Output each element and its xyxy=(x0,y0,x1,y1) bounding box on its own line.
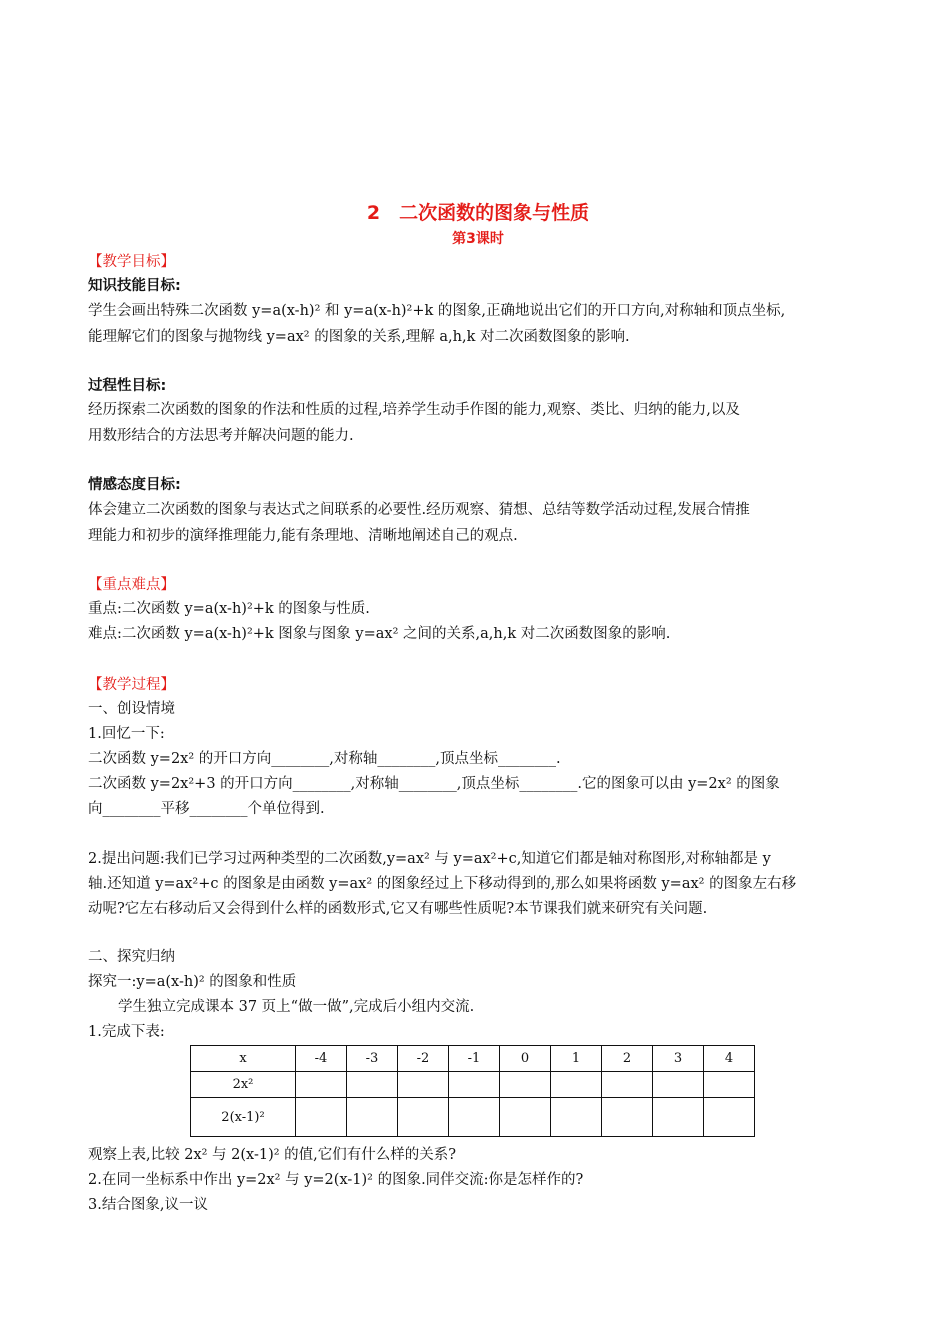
table-cell[interactable] xyxy=(449,1098,500,1137)
keypoint-line-2: 难点:二次函数 y=a(x-h)²+k 图象与图象 y=ax² 之间的关系,a,h,k 对二次函数图象的影响. xyxy=(88,626,671,642)
knowledge-line-2: 能理解它们的图象与抛物线 y=ax² 的图象的关系,理解 a,h,k 对二次函数图象的影响. xyxy=(88,329,630,345)
process-line-1: 经历探索二次函数的图象的作法和性质的过程,培养学生动手作图的能力,观察、类比、归纳的能力,以及 xyxy=(88,402,740,418)
table-row xyxy=(191,1072,755,1098)
table-cell: 4 xyxy=(704,1046,755,1072)
knowledge-header: 知识技能目标: xyxy=(88,278,181,294)
section-2-question-3: 3.结合图象,议一议 xyxy=(88,1197,208,1213)
table-cell[interactable] xyxy=(653,1098,704,1137)
emotion-line-1: 体会建立二次函数的图象与表达式之间联系的必要性.经历观察、猜想、总结等数学活动过程,发展合情推 xyxy=(88,502,750,518)
section-1-title: 一、创设情境 xyxy=(88,701,175,717)
process-header: 过程性目标: xyxy=(88,378,167,394)
table-cell[interactable] xyxy=(347,1098,398,1137)
table-cell[interactable] xyxy=(347,1072,398,1098)
section-2-title: 二、探究归纳 xyxy=(88,949,175,965)
section-1-q1-line-1: 二次函数 y=2x² 的开口方向________,对称轴________,顶点坐标________. xyxy=(88,751,561,767)
table-cell: 1 xyxy=(551,1046,602,1072)
table-cell: 0 xyxy=(500,1046,551,1072)
table-cell: 2 xyxy=(602,1046,653,1072)
section-1-q1-line-2: 二次函数 y=2x²+3 的开口方向________,对称轴________,顶点坐标________.它的图象可以由 y=2x² 的图象 xyxy=(88,776,780,792)
table-cell[interactable] xyxy=(500,1098,551,1137)
table-cell: -4 xyxy=(296,1046,347,1072)
table-cell[interactable] xyxy=(704,1098,755,1137)
table-row xyxy=(191,1098,755,1137)
document-subtitle: 第3课时 xyxy=(452,231,504,247)
section-1-question-1: 1.回忆一下: xyxy=(88,726,165,742)
table-cell: 3 xyxy=(653,1046,704,1072)
section-1-q2-line-2: 轴.还知道 y=ax²+c 的图象是由函数 y=ax² 的图象经过上下移动得到的,那么如果将函数 y=ax² 的图象左右移 xyxy=(88,876,797,892)
section-1-q2-line-1: 2.提出问题:我们已学习过两种类型的二次函数,y=ax² 与 y=ax²+c,知道它们都是轴对称图形,对称轴都是 y xyxy=(88,851,771,867)
document-title: 2 二次函数的图象与性质 xyxy=(366,202,590,224)
knowledge-line-1: 学生会画出特殊二次函数 y=a(x-h)² 和 y=a(x-h)²+k 的图象,正确地说出它们的开口方向,对称轴和顶点坐标, xyxy=(88,303,786,319)
section-1-q1-line-3: 向________平移________个单位得到. xyxy=(88,801,325,817)
table-cell[interactable] xyxy=(602,1098,653,1137)
section-1-q2-line-3: 动呢?它左右移动后又会得到什么样的函数形式,它又有哪些性质呢?本节课我们就来研究有关问题. xyxy=(88,901,708,917)
explore-1-title: 探究一:y=a(x-h)² 的图象和性质 xyxy=(88,974,297,990)
table-cell[interactable] xyxy=(704,1072,755,1098)
values-table xyxy=(190,1045,755,1137)
table-cell[interactable] xyxy=(398,1098,449,1137)
student-instruction: 学生独立完成课本 37 页上“做一做”,完成后小组内交流. xyxy=(118,999,475,1015)
table-row xyxy=(191,1046,755,1072)
table-cell[interactable] xyxy=(551,1072,602,1098)
table-cell[interactable] xyxy=(449,1072,500,1098)
table-cell[interactable] xyxy=(398,1072,449,1098)
keypoints-header: 【重点难点】 xyxy=(88,577,175,593)
section-2-question-1: 1.完成下表: xyxy=(88,1024,165,1040)
keypoint-line-1: 重点:二次函数 y=a(x-h)²+k 的图象与性质. xyxy=(88,601,370,617)
observe-table-text: 观察上表,比较 2x² 与 2(x-1)² 的值,它们有什么样的关系? xyxy=(88,1147,457,1163)
table-cell: -3 xyxy=(347,1046,398,1072)
goals-header: 【教学目标】 xyxy=(88,254,175,270)
table-row-label: 2x² xyxy=(191,1072,296,1098)
section-2-question-2: 2.在同一坐标系中作出 y=2x² 与 y=2(x-1)² 的图象.同伴交流:你是怎样作的? xyxy=(88,1172,584,1188)
table-cell[interactable] xyxy=(653,1072,704,1098)
table-cell[interactable] xyxy=(602,1072,653,1098)
emotion-line-2: 理能力和初步的演绎推理能力,能有条理地、清晰地阐述自己的观点. xyxy=(88,528,518,544)
table-cell: -1 xyxy=(449,1046,500,1072)
table-cell[interactable] xyxy=(500,1072,551,1098)
table-cell[interactable] xyxy=(296,1098,347,1137)
teaching-process-header: 【教学过程】 xyxy=(88,677,175,693)
process-line-2: 用数形结合的方法思考并解决问题的能力. xyxy=(88,428,354,444)
table-row-label: 2(x-1)² xyxy=(191,1098,296,1137)
table-cell[interactable] xyxy=(296,1072,347,1098)
table-cell: -2 xyxy=(398,1046,449,1072)
table-header-cell: x xyxy=(191,1046,296,1072)
table-cell[interactable] xyxy=(551,1098,602,1137)
emotion-header: 情感态度目标: xyxy=(88,477,181,493)
